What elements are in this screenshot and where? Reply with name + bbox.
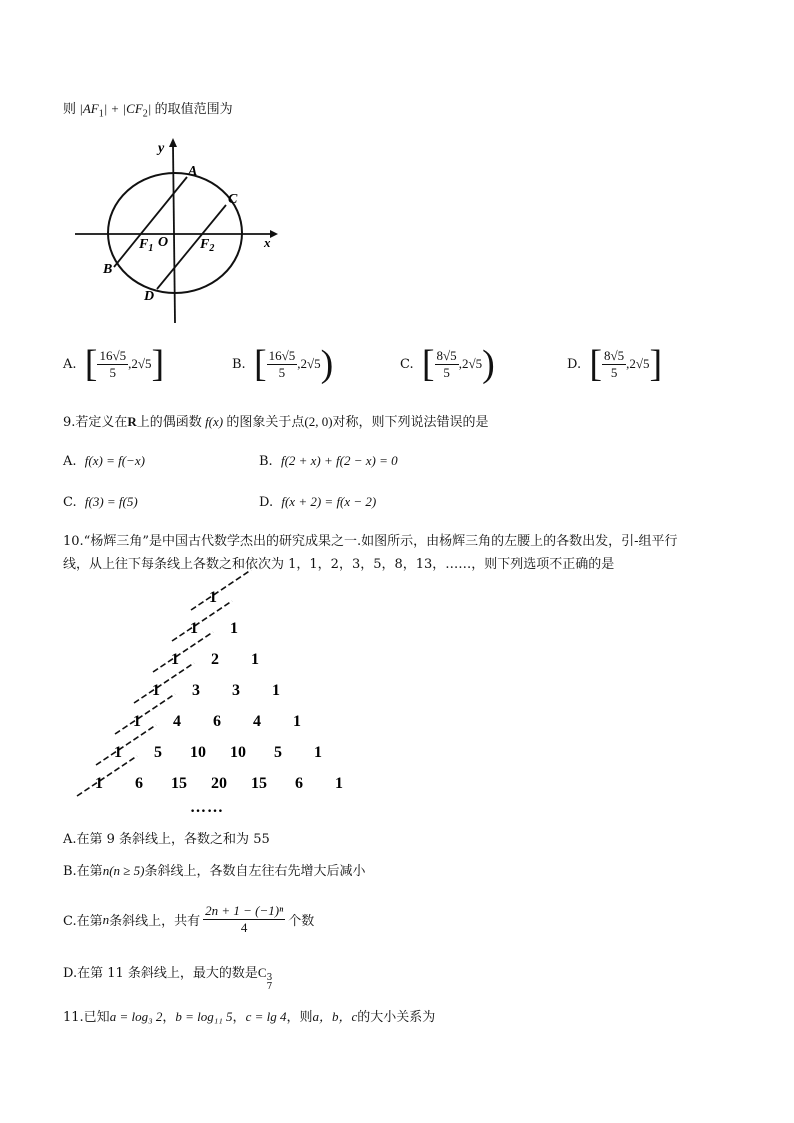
label-a: A bbox=[188, 164, 198, 179]
q8-option-a[interactable]: A. [ $\frac{16√5}{5}$ , 2√5 ] bbox=[63, 343, 165, 385]
triangle-number: 10 bbox=[230, 744, 246, 761]
label-y: y bbox=[158, 141, 165, 156]
q8-option-d[interactable]: D. [ $\frac{8√5}{5}$ , 2√5 ] bbox=[567, 343, 663, 385]
q10-stem-line1: 10.“杨辉三角”是中国古代数学杰出的研究成果之一.如图所示，由杨辉三角的左腰上的各数出发，引-组平行 bbox=[63, 534, 678, 549]
diagonal-line bbox=[77, 756, 137, 796]
q10-option-d[interactable]: D.在第 11 条斜线上，最大的数是C 3 7 bbox=[63, 965, 273, 992]
q9-stem: 9.若定义在R上的偶函数 f(x) 的图象关于点(2, 0)对称，则下列说法错误的是 bbox=[63, 414, 489, 430]
triangle-number: 1 bbox=[230, 620, 238, 637]
label-f1: $F_1$ bbox=[139, 237, 154, 254]
triangle-number: 1 bbox=[152, 682, 160, 699]
triangle-number: 15 bbox=[171, 775, 187, 792]
triangle-number: 6 bbox=[213, 713, 221, 730]
triangle-number: 20 bbox=[211, 775, 227, 792]
x-arrow bbox=[270, 230, 278, 238]
q9-option-a[interactable]: A. f(x) = f(−x) bbox=[63, 453, 145, 469]
triangle-number: 1 bbox=[335, 775, 343, 792]
triangle-number: 6 bbox=[135, 775, 143, 792]
diagonal-line bbox=[191, 570, 251, 610]
triangle-number: 2 bbox=[211, 651, 219, 668]
q10-option-a[interactable]: A.在第 9 条斜线上，各数之和为 55 bbox=[63, 832, 270, 847]
q8-expression: $|AF_1| + |CF_2|$ bbox=[76, 101, 155, 120]
diagonal-line bbox=[96, 725, 156, 765]
q8-option-c[interactable]: C. [ $\frac{8√5}{5}$ , 2√5 ) bbox=[400, 343, 495, 385]
triangle-number: 1 bbox=[314, 744, 322, 761]
q9-option-c[interactable]: C. f(3) = f(5) bbox=[63, 494, 138, 510]
label-b: B bbox=[103, 262, 113, 277]
label-f2: $F_2$ bbox=[200, 237, 215, 254]
triangle-number: 1 bbox=[95, 775, 103, 792]
triangle-number: 5 bbox=[274, 744, 282, 761]
triangle-number: 4 bbox=[173, 713, 181, 730]
label-c: C bbox=[228, 192, 238, 207]
yanghui-triangle-figure bbox=[70, 580, 343, 816]
triangle-number: 3 bbox=[232, 682, 240, 699]
label-o: O bbox=[158, 235, 169, 250]
triangle-number: 1 bbox=[171, 651, 179, 668]
ellipse-figure bbox=[70, 135, 290, 330]
q9-option-b[interactable]: B. f(2 + x) + f(2 − x) = 0 bbox=[259, 453, 398, 469]
q10-stem-line2: 线，从上往下每条线上各数之和依次为 1，1，2，3，5，8，13，……，则下列选项不正确的是 bbox=[63, 557, 615, 572]
q10-option-c[interactable]: C.在第 n 条斜线上，共有 $\frac{\text{2n + 1 − (−1)ⁿ}}{4}$ 个数 bbox=[63, 903, 315, 935]
triangle-number: 1 bbox=[190, 620, 198, 637]
diagonal-line bbox=[153, 632, 213, 672]
triangle-number: 1 bbox=[209, 589, 217, 606]
label-d: D bbox=[144, 289, 155, 304]
q9-option-d[interactable]: D. f(x + 2) = f(x − 2) bbox=[259, 494, 377, 510]
triangle-number: 3 bbox=[192, 682, 200, 699]
triangle-number: 15 bbox=[251, 775, 267, 792]
q8-option-b[interactable]: B. [ $\frac{16√5}{5}$ , 2√5 ) bbox=[232, 343, 334, 385]
label-x: x bbox=[264, 235, 271, 250]
triangle-number: 1 bbox=[114, 744, 122, 761]
triangle-number: 5 bbox=[154, 744, 162, 761]
triangle-number: 1 bbox=[133, 713, 141, 730]
y-arrow bbox=[169, 138, 177, 147]
y-axis bbox=[173, 145, 175, 323]
q8-stem: 则 $|AF_1| + |CF_2|$ 的取值范围为 bbox=[63, 101, 233, 120]
q11-stem: 11.已知a = log₃ 2，b = log₁₁ 5，c = lg 4，则a，b，c的大小关系为 bbox=[63, 1009, 436, 1025]
triangle-number: 10 bbox=[190, 744, 206, 761]
triangle-number: 4 bbox=[253, 713, 261, 730]
triangle-number: 6 bbox=[295, 775, 303, 792]
q10-option-b[interactable]: B.在第n(n ≥ 5)条斜线上，各数自左往右先增大后减小 bbox=[63, 863, 366, 879]
diagonal-line bbox=[115, 694, 175, 734]
diagonal-line bbox=[172, 601, 232, 641]
triangle-ellipsis: …… bbox=[190, 799, 224, 816]
diagonal-line bbox=[134, 663, 194, 703]
triangle-number: 1 bbox=[293, 713, 301, 730]
triangle-number: 1 bbox=[272, 682, 280, 699]
triangle-number: 1 bbox=[251, 651, 259, 668]
